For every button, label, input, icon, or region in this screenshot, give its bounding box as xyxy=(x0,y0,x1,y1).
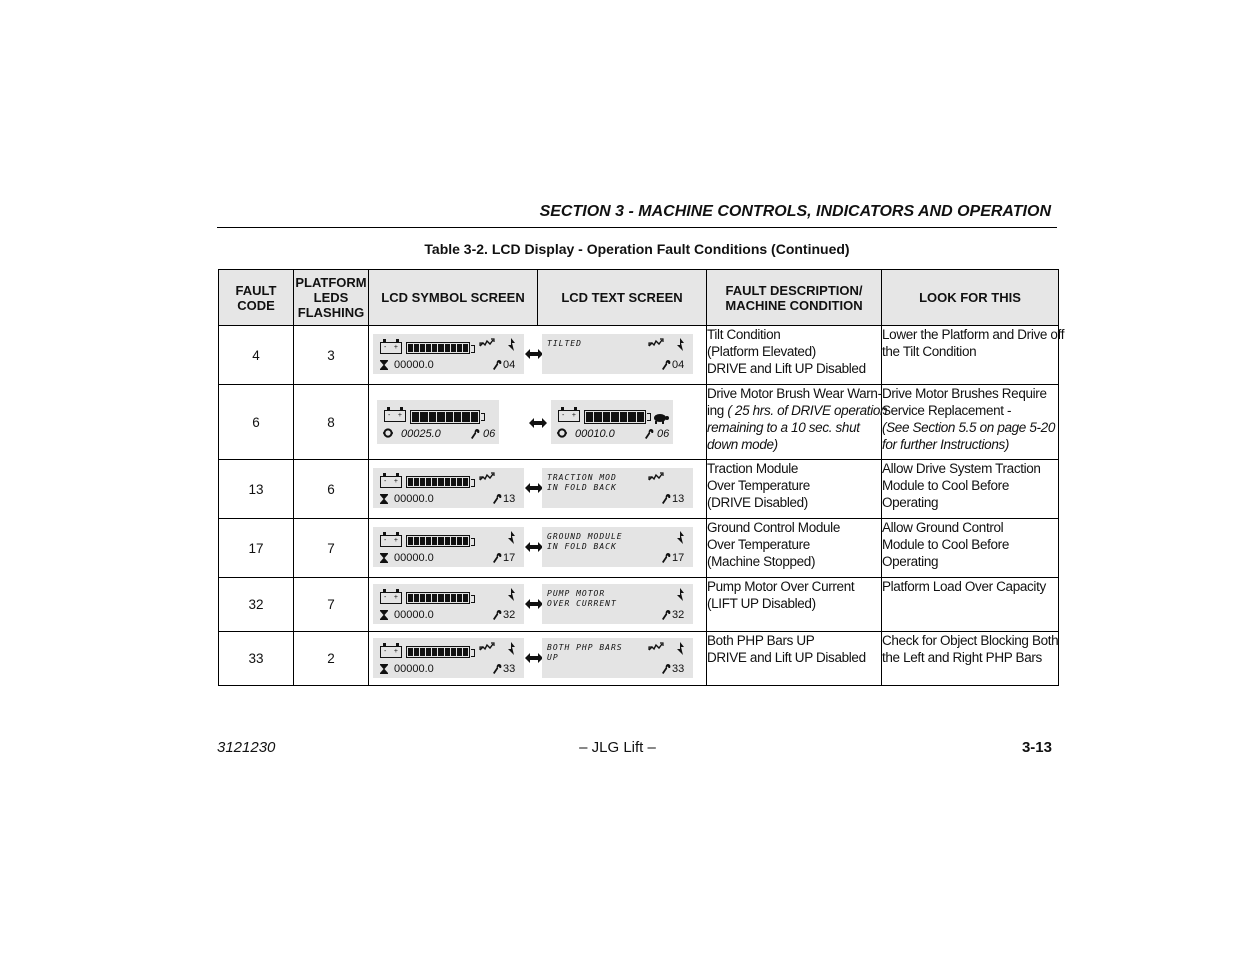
hourglass-icon xyxy=(379,360,389,370)
lcd-screens xyxy=(369,460,707,519)
double-arrow-icon xyxy=(525,541,543,553)
hourglass-icon xyxy=(379,610,389,620)
hourglass-icon xyxy=(379,553,389,563)
lcd-symbol-screen xyxy=(373,527,524,567)
wrench-icon xyxy=(471,429,480,439)
fault-code: 6 xyxy=(219,385,294,460)
battery-gauge xyxy=(584,410,646,424)
lcd-fault-code: 04 xyxy=(503,359,516,371)
double-arrow-icon xyxy=(529,417,547,429)
column-header-fault-description: FAULT DESCRIPTION/ MACHINE CONDITION xyxy=(707,270,882,326)
lcd-screens xyxy=(369,632,707,686)
look-for-this: Drive Motor Brushes Require Service Replacement - (See Section 5.5 on page 5-20 for further Instructions) xyxy=(882,385,1059,460)
column-header-look-for-this: LOOK FOR THIS xyxy=(882,270,1059,326)
double-arrow-icon xyxy=(525,652,543,664)
double-arrow-icon xyxy=(525,482,543,494)
drive-icon xyxy=(648,642,664,656)
wrench-icon xyxy=(493,360,502,370)
double-arrow-icon xyxy=(525,598,543,610)
hour-counter: 00000.0 xyxy=(394,493,434,505)
wrench-icon xyxy=(662,664,671,674)
look-for-this: Platform Load Over Capacity xyxy=(882,578,1059,632)
look-for-this: Check for Object Blocking Both the Left and Right PHP Bars xyxy=(882,632,1059,686)
lcd-symbol-screen xyxy=(551,400,673,444)
battery-icon: - + xyxy=(380,476,402,488)
lcd-fault-code: 33 xyxy=(672,662,685,675)
fault-code: 32 xyxy=(219,578,294,632)
fault-description: Tilt Condition (Platform Elevated) DRIVE and Lift UP Disabled xyxy=(707,326,882,385)
lcd-symbol-screen xyxy=(373,334,524,374)
turtle-icon xyxy=(651,412,669,424)
lcd-symbol-screen xyxy=(373,638,524,678)
drive-icon xyxy=(479,472,495,486)
lcd-fault-code: 06 xyxy=(483,428,496,440)
hour-counter: 00000.0 xyxy=(394,359,434,371)
section-title: SECTION 3 - MACHINE CONTROLS, INDICATORS AND OPERATION xyxy=(539,203,1051,220)
wrench-icon xyxy=(662,360,671,370)
platform-leds: 6 xyxy=(294,460,369,519)
lcd-symbol-screen xyxy=(373,584,524,624)
table-header-row xyxy=(219,270,1059,326)
battery-icon: - + xyxy=(384,410,406,422)
page-number: 3-13 xyxy=(1021,739,1052,756)
lcd-text-screen: GROUND MODULE IN FOLD BACK 17 xyxy=(542,527,693,567)
wrench-icon xyxy=(493,664,502,674)
lcd-screens xyxy=(369,519,707,578)
column-header-lcd-symbol-screen: LCD SYMBOL SCREEN xyxy=(369,270,538,326)
column-header-fault-code: FAULT CODE xyxy=(219,270,294,326)
look-for-this: Allow Drive System Traction Module to Cool Before Operating xyxy=(882,460,1059,519)
battery-gauge xyxy=(406,535,470,547)
hour-counter: 00000.0 xyxy=(394,608,434,621)
lcd-fault-code: 32 xyxy=(503,608,516,621)
battery-icon: - + xyxy=(380,592,402,604)
lcd-text-screen: BOTH PHP BARS UP 33 xyxy=(542,638,693,678)
fault-code: 17 xyxy=(219,519,294,578)
motor-icon xyxy=(557,428,567,438)
lcd-screens xyxy=(369,326,707,385)
lcd-text-screen: TRACTION MOD IN FOLD BACK 13 xyxy=(542,468,693,508)
table-row xyxy=(219,578,1059,632)
lcd-fault-code: 17 xyxy=(672,552,685,564)
drive-icon xyxy=(479,338,495,352)
lift-icon xyxy=(505,588,517,602)
wrench-icon xyxy=(493,494,502,504)
wrench-icon xyxy=(645,429,654,439)
lcd-fault-code: 04 xyxy=(672,359,685,371)
fault-code: 4 xyxy=(219,326,294,385)
battery-gauge xyxy=(406,342,470,354)
fault-description: Traction Module Over Temperature (DRIVE Disabled) xyxy=(707,460,882,519)
fault-description: Ground Control Module Over Temperature (Machine Stopped) xyxy=(707,519,882,578)
fault-description: Drive Motor Brush Wear Warn- ing ( 25 hrs. of DRIVE operation remaining to a 10 sec. shut down mode) xyxy=(707,385,882,460)
lcd-text-screen: PUMP MOTOR OVER CURRENT 32 xyxy=(542,584,693,624)
lcd-fault-code: 13 xyxy=(672,493,685,505)
column-header-lcd-text-screen: LCD TEXT SCREEN xyxy=(538,270,707,326)
drive-icon xyxy=(479,642,495,656)
lift-icon xyxy=(505,531,517,545)
column-header-platform-leds: PLATFORM LEDS FLASHING xyxy=(294,270,369,326)
lift-icon xyxy=(505,338,517,352)
lift-icon xyxy=(674,588,686,602)
battery-icon: - + xyxy=(380,535,402,547)
platform-leds: 8 xyxy=(294,385,369,460)
battery-gauge xyxy=(410,410,480,424)
wrench-icon xyxy=(493,610,502,620)
look-for-this: Lower the Platform and Drive off the Tilt Condition xyxy=(882,326,1059,385)
battery-gauge xyxy=(406,592,470,604)
fault-conditions-table xyxy=(218,269,1065,686)
hour-counter: 00010.0 xyxy=(575,428,615,440)
lift-icon xyxy=(674,338,686,352)
wrench-icon xyxy=(493,553,502,563)
lcd-screens xyxy=(369,385,707,460)
hour-counter: 00025.0 xyxy=(401,428,441,440)
drive-icon xyxy=(648,338,664,352)
fault-code: 33 xyxy=(219,632,294,686)
platform-leds: 2 xyxy=(294,632,369,686)
battery-gauge xyxy=(406,646,470,658)
table-row xyxy=(219,326,1059,385)
lcd-symbol-screen xyxy=(373,468,524,508)
lift-icon xyxy=(505,642,517,656)
platform-leds: 3 xyxy=(294,326,369,385)
section-header xyxy=(217,200,1057,228)
hourglass-icon xyxy=(379,664,389,674)
lcd-fault-code: 06 xyxy=(657,428,670,440)
hour-counter: 00000.0 xyxy=(394,552,434,564)
lcd-fault-code: 33 xyxy=(503,662,516,675)
table-row xyxy=(219,519,1059,578)
motor-icon xyxy=(383,428,393,438)
document-number: 3121230 xyxy=(217,739,276,756)
lift-icon xyxy=(674,642,686,656)
hourglass-icon xyxy=(379,494,389,504)
fault-description: Both PHP Bars UP DRIVE and Lift UP Disabled xyxy=(707,632,882,686)
wrench-icon xyxy=(662,610,671,620)
look-for-this: Allow Ground Control Module to Cool Before Operating xyxy=(882,519,1059,578)
drive-icon xyxy=(648,472,664,486)
table-row xyxy=(219,385,1059,460)
fault-code: 13 xyxy=(219,460,294,519)
lcd-fault-code: 32 xyxy=(672,608,685,621)
platform-leds: 7 xyxy=(294,519,369,578)
lcd-screens xyxy=(369,578,707,632)
platform-leds: 7 xyxy=(294,578,369,632)
footer-brand: – JLG Lift – xyxy=(579,739,656,756)
double-arrow-icon xyxy=(525,348,543,360)
wrench-icon xyxy=(662,553,671,563)
battery-icon: - + xyxy=(558,410,580,422)
table-caption: Table 3-2. LCD Display - Operation Fault Conditions (Continued) xyxy=(424,241,850,257)
lcd-symbol-screen xyxy=(377,400,499,444)
battery-gauge xyxy=(406,476,470,488)
lcd-text-screen: TILTED 04 xyxy=(542,334,693,374)
table-row xyxy=(219,460,1059,519)
lcd-fault-code: 13 xyxy=(503,493,516,505)
lcd-fault-code: 17 xyxy=(503,552,516,564)
wrench-icon xyxy=(662,494,671,504)
hour-counter: 00000.0 xyxy=(394,662,434,675)
fault-description: Pump Motor Over Current (LIFT UP Disabled) xyxy=(707,578,882,632)
lift-icon xyxy=(674,531,686,545)
battery-icon: - + xyxy=(380,342,402,354)
battery-icon: - + xyxy=(380,646,402,658)
table-row xyxy=(219,632,1059,686)
